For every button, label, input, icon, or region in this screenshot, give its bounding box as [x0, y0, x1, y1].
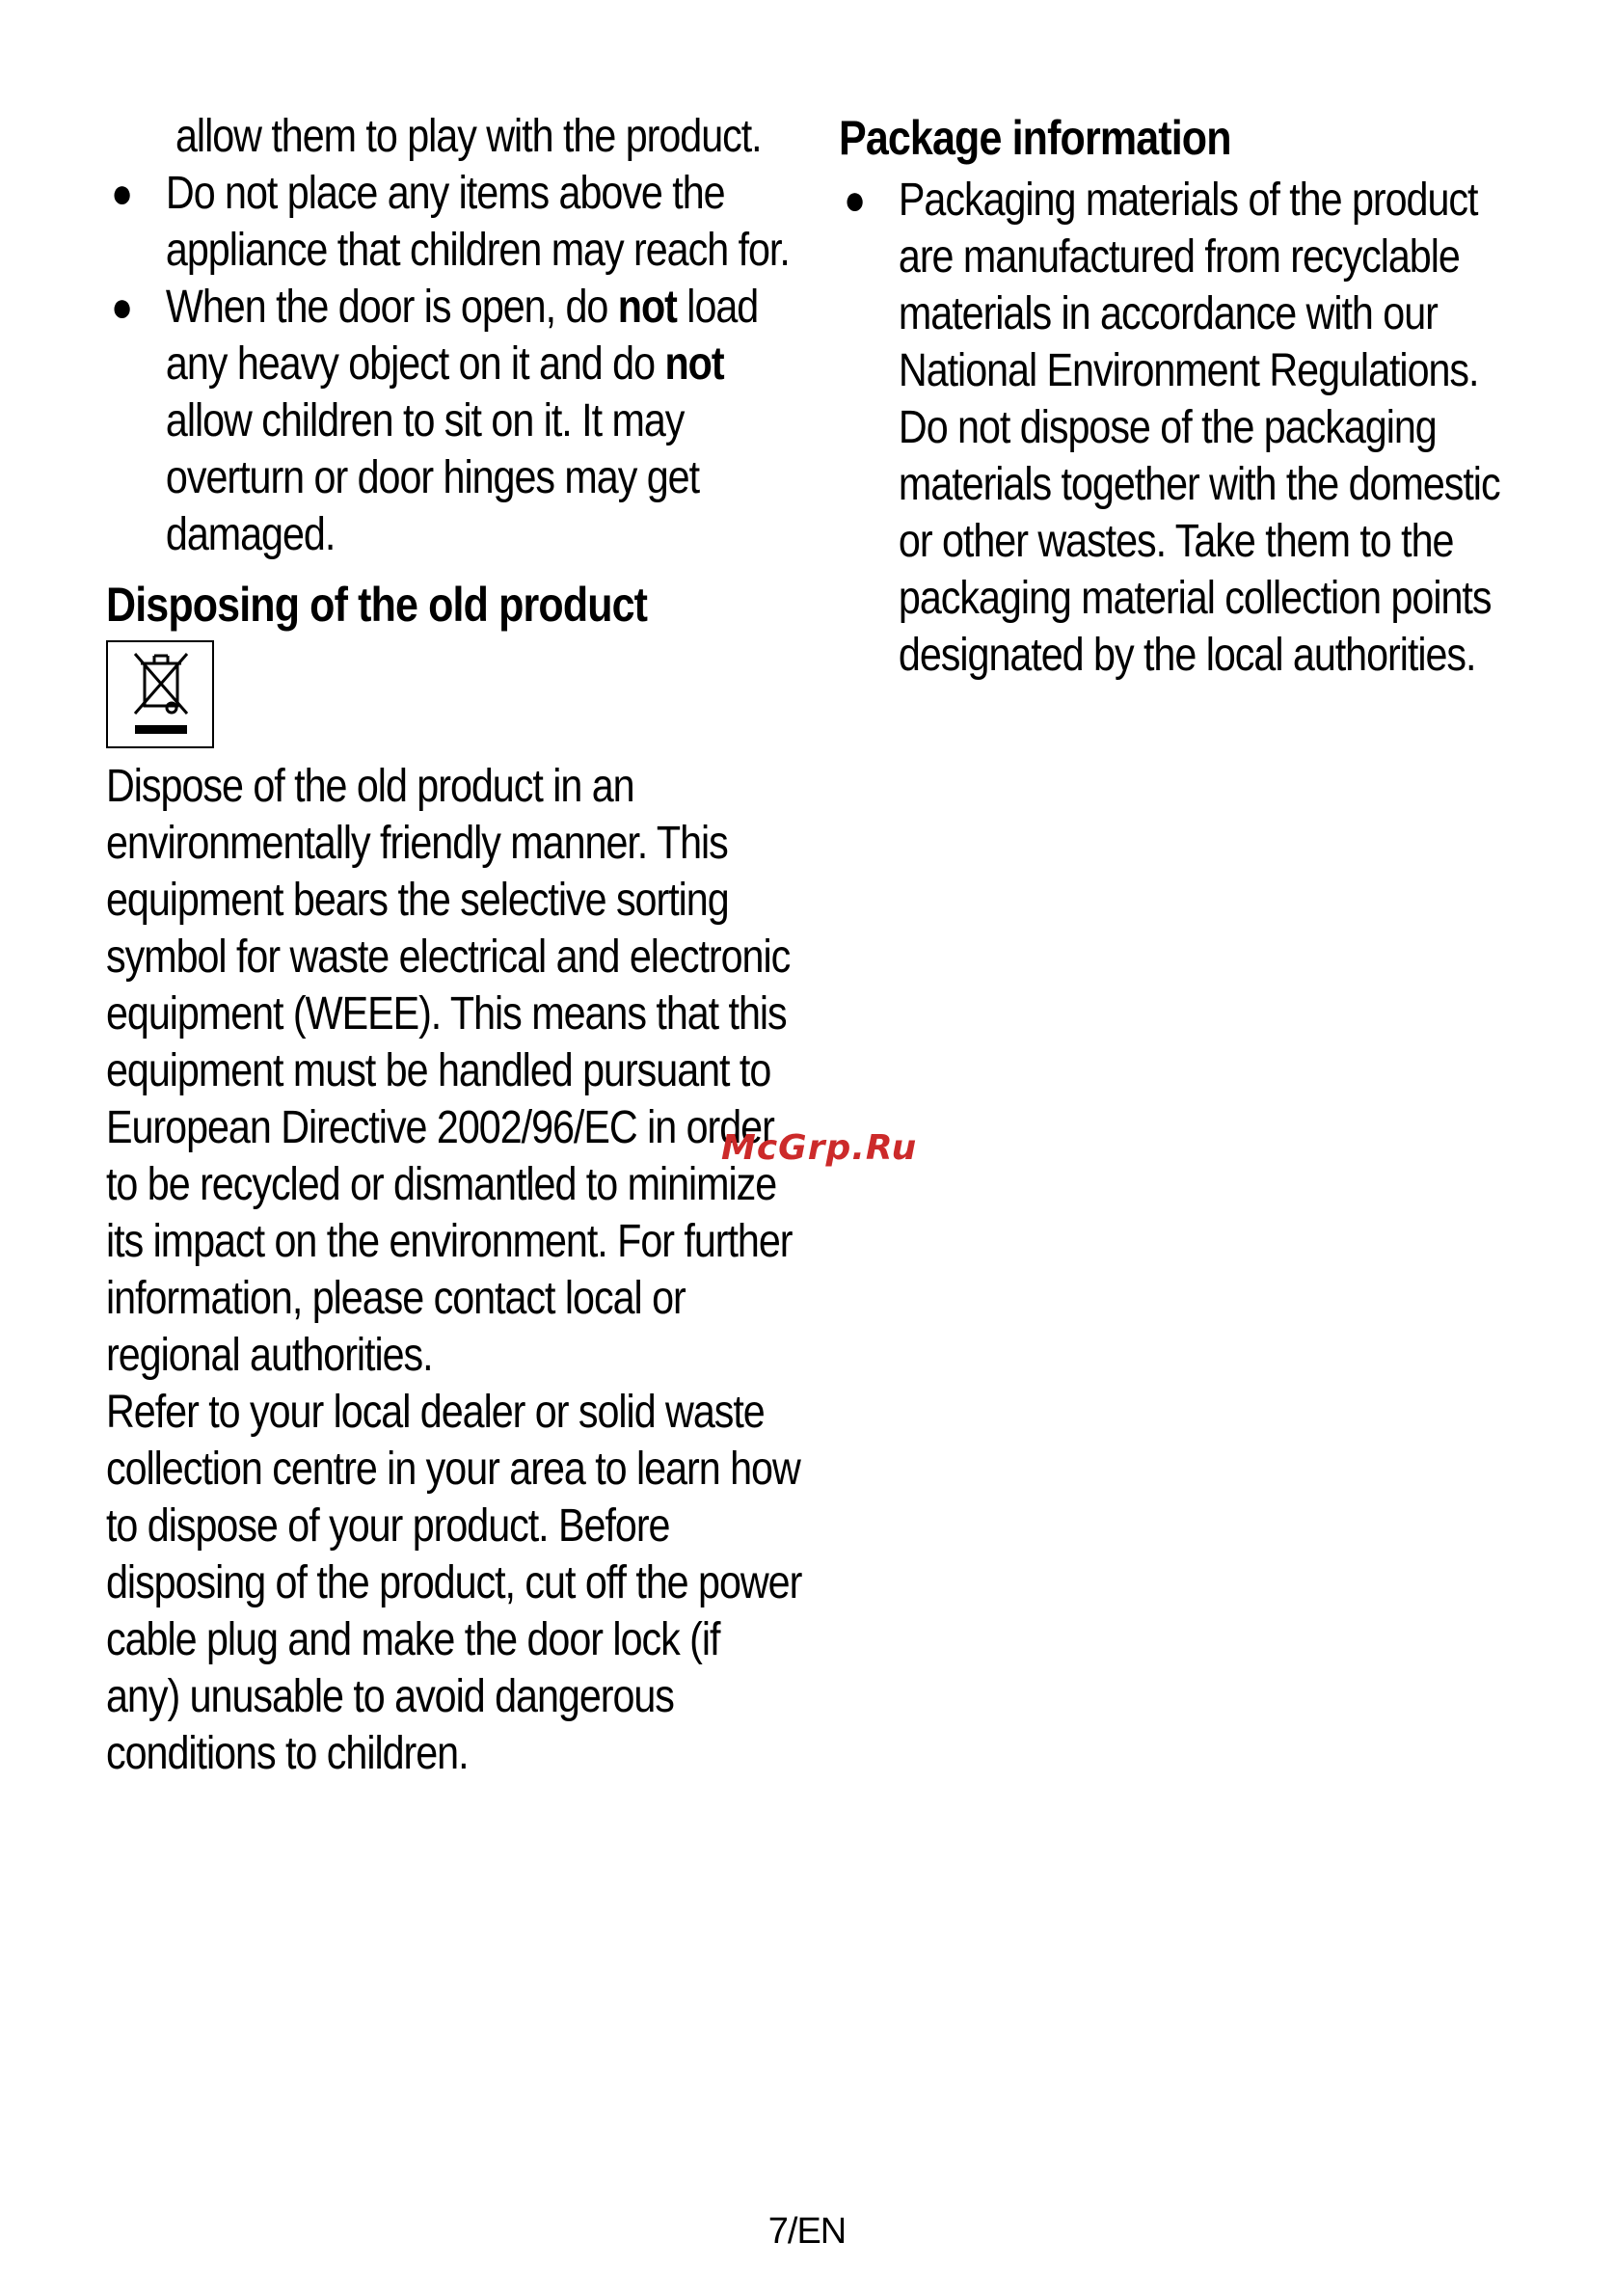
bold-not-1: not: [617, 282, 677, 333]
safety-bullet-list: [106, 165, 802, 563]
list-item: [106, 279, 802, 563]
left-column: [106, 108, 800, 1782]
continued-bullet-text: allow them to play with the product.: [175, 111, 762, 162]
package-bullet-list: [839, 172, 1511, 684]
list-item: [839, 172, 1511, 684]
disposal-heading: Disposing of the old product: [106, 578, 648, 632]
disposal-paragraph-weee: Dispose of the old product in an environmentally friendly manner. This equipment bears the selective sorting symbol for waste electrical and electronic equipment (WEEE). This means that this equipment must be handled pursuant to European Directive 2002/96/EC in order to be recycled or dismantled to minimize its impact on the environment. For further information, please contact local or regional authorities.: [106, 761, 793, 1381]
list-item: [106, 165, 802, 279]
bullet-text-door-part2: load any heavy object on it and do: [165, 282, 759, 390]
package-heading: Package information: [839, 111, 1231, 165]
package-bullet-text: Packaging materials of the product are manufactured from recyclable materials in accordance with our National Environment Regulations. Do not dispose of the packaging materials together with the domestic or other wastes. Take them to the packaging material collection points designated by the local authorities.: [898, 175, 1500, 681]
bold-not-2: not: [664, 338, 724, 390]
bullet-text-door-part1: When the door is open, do: [165, 282, 618, 333]
bullet-icon: ●: [111, 284, 132, 331]
bullet-icon: ●: [844, 176, 865, 224]
right-column: [839, 108, 1514, 684]
bullet-text-items-above: Do not place any items above the appliance that children may reach for.: [165, 168, 790, 276]
disposal-paragraph-dealer: Refer to your local dealer or solid waste collection centre in your area to learn how to dispose of your product. Before disposing of the product, cut off the power cable plug and make the door lock (if any) unusable to avoid dangerous conditions to children.: [106, 1387, 802, 1779]
bullet-text-door-part3: allow children to sit on it. It may overturn or door hinges may get damaged.: [165, 395, 700, 560]
weee-bin-icon: [106, 640, 214, 748]
page-number: 7/EN: [767, 2211, 847, 2252]
watermark-text: McGrp.Ru: [721, 1128, 918, 1168]
bullet-icon: ●: [111, 170, 132, 217]
